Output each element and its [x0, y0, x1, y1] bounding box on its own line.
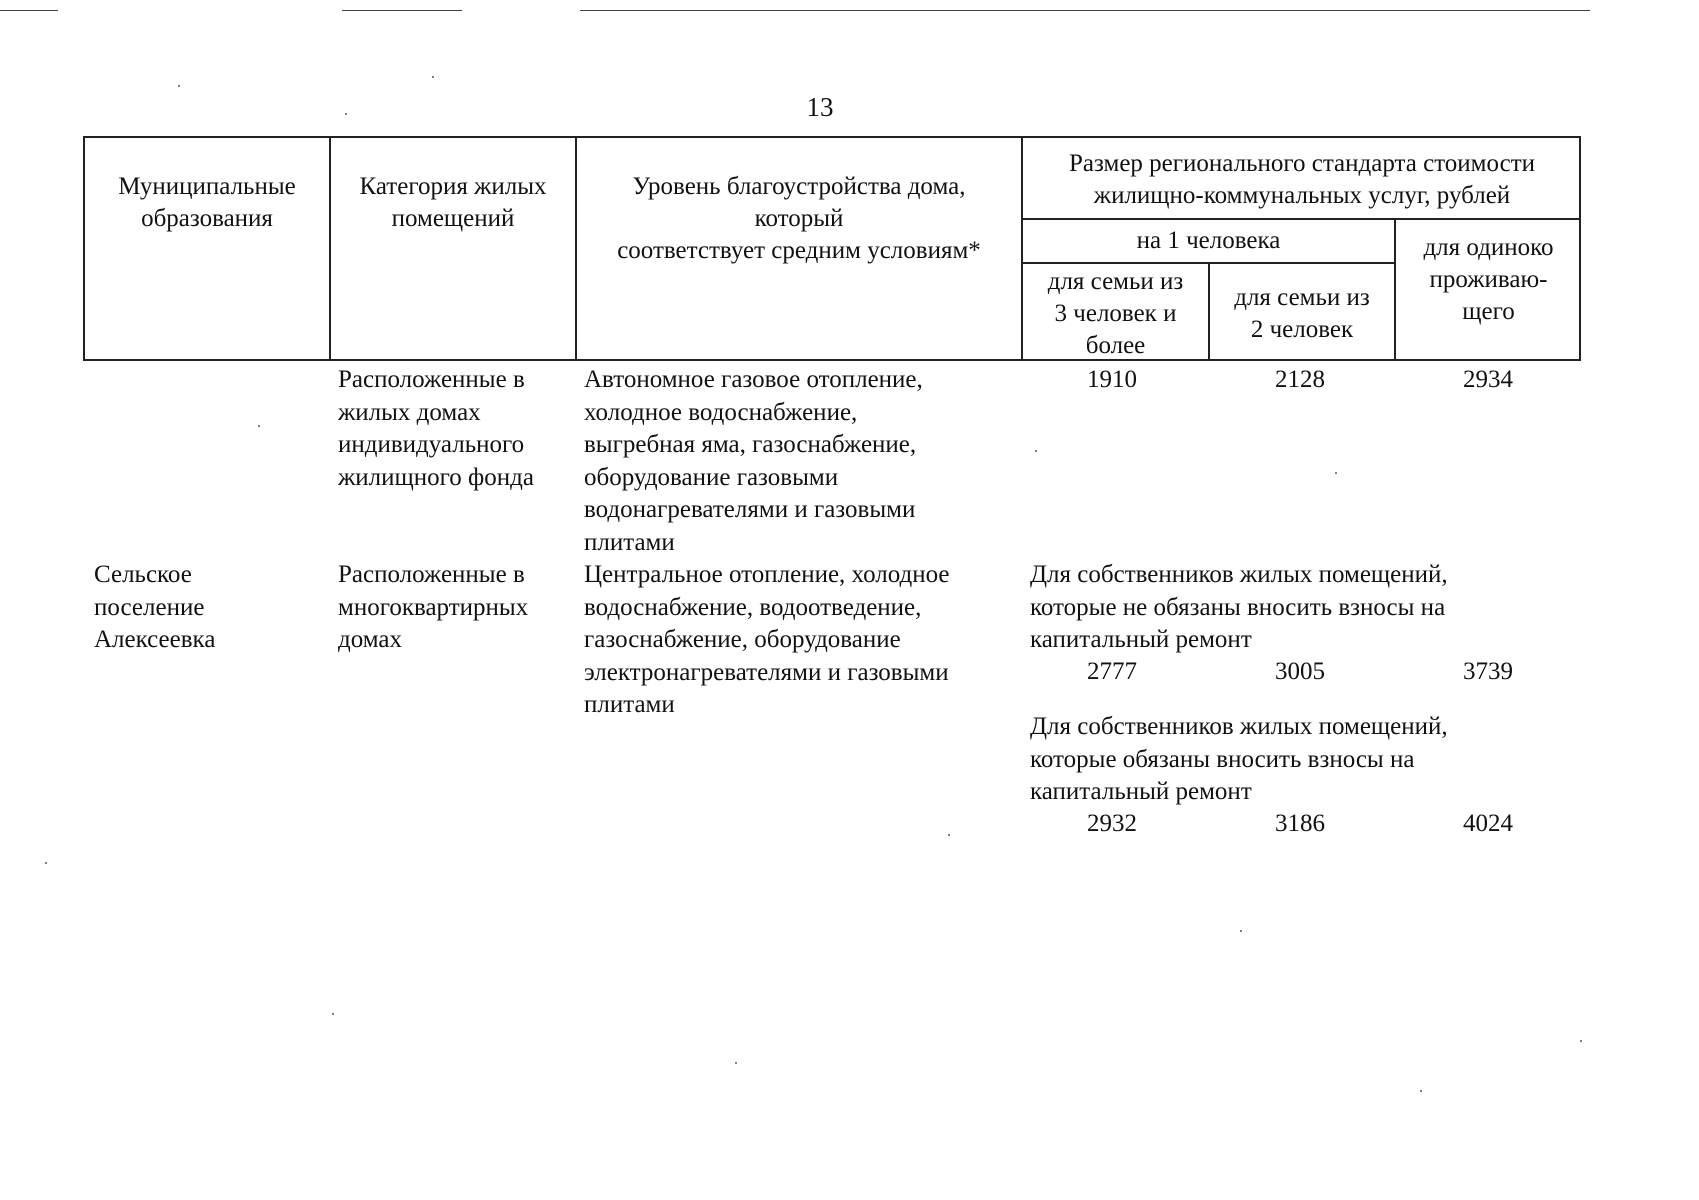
scan-speck — [1420, 1090, 1422, 1092]
scan-top-line — [580, 10, 1590, 11]
row2-group1-value-single: 3739 — [1463, 658, 1513, 685]
row-divider — [1021, 218, 1581, 220]
header-single: для одиноко проживаю- щего — [1423, 234, 1554, 325]
scan-speck — [1240, 930, 1242, 932]
row2-group1-value-family3: 2777 — [1087, 658, 1137, 685]
header-category: Категория жилых помещений — [359, 173, 547, 232]
scan-speck — [1335, 472, 1337, 474]
row2-group2-value-family2: 3186 — [1275, 810, 1325, 837]
scan-speck — [258, 425, 260, 427]
header-per-person: на 1 человека — [1136, 227, 1281, 254]
row2-group2-value-single: 4024 — [1463, 810, 1513, 837]
header-level: Уровень благоустройства дома, который соответствует средним условиям* — [617, 173, 981, 264]
row2-municipality: Сельское поселение Алексеевка — [94, 561, 216, 653]
scan-speck — [345, 113, 347, 115]
row1-value-single: 2934 — [1463, 366, 1513, 393]
header-municipal: Муниципальные образования — [118, 173, 296, 232]
scan-top-line — [0, 10, 58, 11]
header-family3: для семьи из 3 человек и более — [1047, 268, 1184, 359]
scan-top-line — [342, 10, 462, 11]
table-header — [83, 136, 1581, 361]
page-number: 13 — [806, 92, 834, 122]
row1-value-family2: 2128 — [1275, 366, 1325, 393]
scan-speck — [45, 862, 47, 864]
scan-speck — [178, 85, 180, 87]
row2-level: Центральное отопление, холодное водоснабжение, водоотведение, газоснабжение, оборудование электронагревателями и газовыми плитами — [584, 561, 950, 718]
row2-group1-note: Для собственников жилых помещений, которые не обязаны вносить взносы на капитальный ремонт — [1030, 561, 1448, 653]
scan-speck — [1035, 450, 1037, 452]
row2-group2-note: Для собственников жилых помещений, которые обязаны вносить взносы на капитальный ремонт — [1030, 713, 1448, 805]
row2-group1-value-family2: 3005 — [1275, 658, 1325, 685]
header-family2: для семьи из 2 человек — [1234, 284, 1370, 343]
row1-value-family3: 1910 — [1087, 366, 1137, 393]
row1-level: Автономное газовое отопление, холодное водоснабжение, выгребная яма, газоснабжение, оборудование газовыми водонагревателями и газовыми плитами — [584, 366, 923, 556]
row2-group2-value-family3: 2932 — [1087, 810, 1137, 837]
row1-category: Расположенные в жилых домах индивидуального жилищного фонда — [338, 366, 534, 491]
scan-speck — [948, 834, 950, 836]
scan-speck — [332, 1013, 334, 1015]
scan-speck — [1580, 1040, 1582, 1042]
scan-speck — [735, 1062, 737, 1064]
scan-speck — [432, 76, 434, 78]
row2-category: Расположенные в многоквартирных домах — [338, 561, 529, 653]
header-standard: Размер регионального стандарта стоимости жилищно-коммунальных услуг, рублей — [1068, 150, 1536, 209]
